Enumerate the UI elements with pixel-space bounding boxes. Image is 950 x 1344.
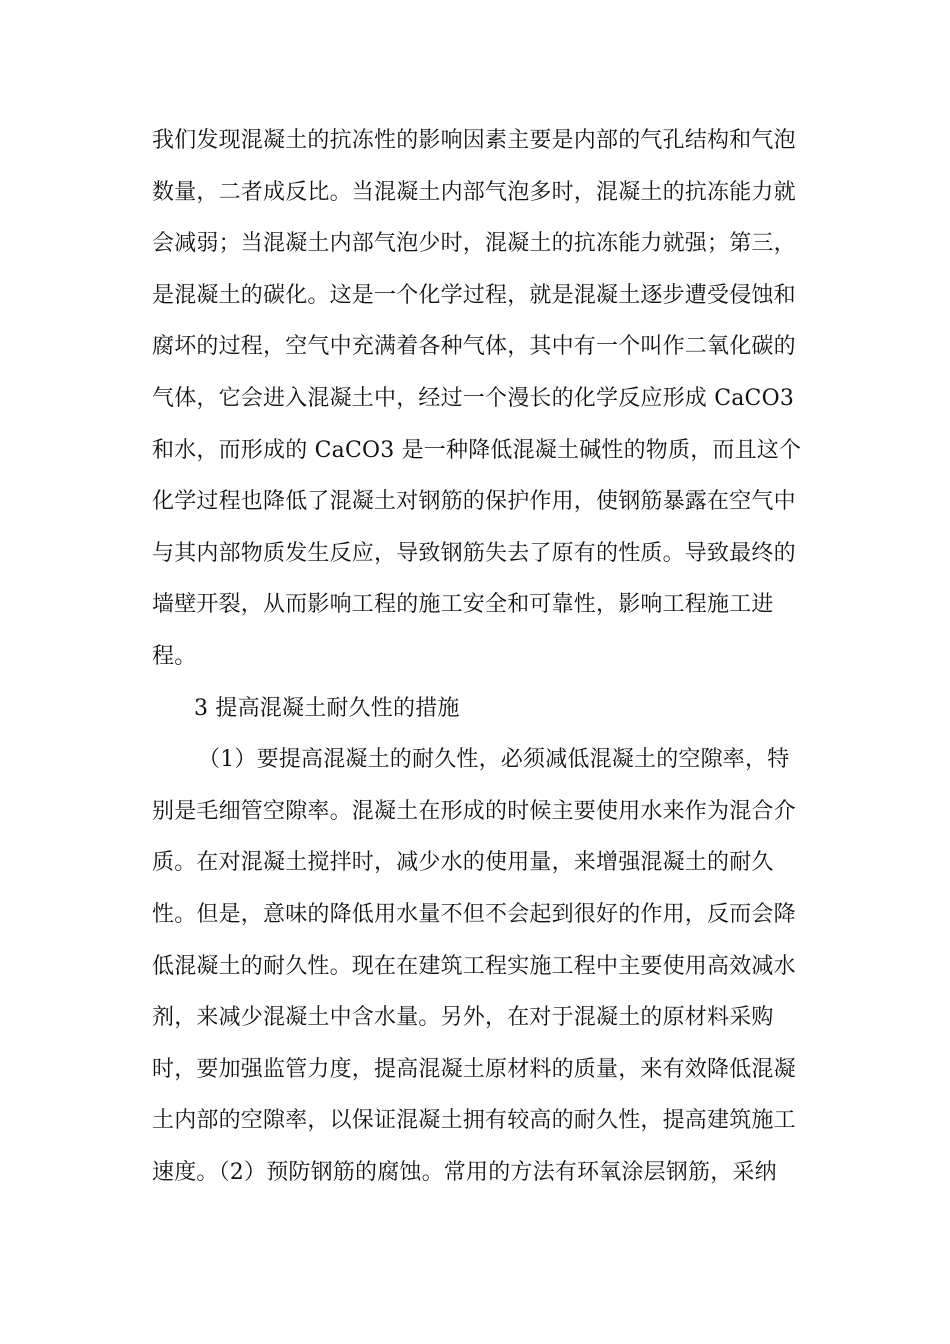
paragraph-line: 时，要加强监管力度，提高混凝土原材料的质量，来有效降低混凝 [152, 1056, 796, 1082]
text-line: 程。 [152, 643, 197, 669]
paragraph-line: 别是毛细管空隙率。混凝土在形成的时候主要使用水来作为混合介 [152, 798, 796, 824]
text-line: 我们发现混凝土的抗冻性的影响因素主要是内部的气孔结构和气泡 [152, 128, 796, 153]
paragraph-line: 速度。（2）预防钢筋的腐蚀。常用的方法有环氧涂层钢筋，采纳 [152, 1159, 777, 1185]
paragraph-line: 质。在对混凝土搅拌时，减少水的使用量，来增强混凝土的耐久 [152, 850, 774, 876]
text-line: 化学过程也降低了混凝土对钢筋的保护作用，使钢筋暴露在空气中 [152, 489, 796, 515]
document-body [152, 115, 812, 1198]
text-line: 数量，二者成反比。当混凝土内部气泡多时，混凝土的抗冻能力就 [152, 179, 796, 205]
paragraph-line: 剂，来减少混凝土中含水量。另外，在对于混凝土的原材料采购 [152, 1005, 774, 1031]
paragraph-line: （1）要提高混凝土的耐久性，必须减低混凝土的空隙率，特 [198, 747, 790, 773]
text-line: 与其内部物质发生反应，导致钢筋失去了原有的性质。导致最终的 [152, 540, 796, 566]
text-line: 和水，而形成的 CaCO3 是一种降低混凝土碱性的物质，而且这个 [152, 437, 802, 463]
text-line: 腐坏的过程，空气中充满着各种气体，其中有一个叫作二氧化碳的 [152, 334, 796, 360]
paragraph-line: 低混凝土的耐久性。现在在建筑工程实施工程中主要使用高效减水 [152, 953, 796, 979]
section-heading: 3 提高混凝土耐久性的措施 [194, 695, 460, 721]
text-line: 气体，它会进入混凝土中，经过一个漫长的化学反应形成 CaCO3 [152, 385, 795, 411]
text-line: 是混凝土的碳化。这是一个化学过程，就是混凝土逐步遭受侵蚀和 [152, 282, 796, 308]
text-line: 会减弱；当混凝土内部气泡少时，混凝土的抗冻能力就强；第三， [152, 231, 796, 257]
paragraph-line: 性。但是，意味的降低用水量不但不会起到很好的作用，反而会降 [152, 901, 796, 927]
text-line: 墙壁开裂，从而影响工程的施工安全和可靠性，影响工程施工进 [152, 592, 774, 618]
paragraph-line: 土内部的空隙率，以保证混凝土拥有较高的耐久性，提高建筑施工 [152, 1108, 796, 1134]
